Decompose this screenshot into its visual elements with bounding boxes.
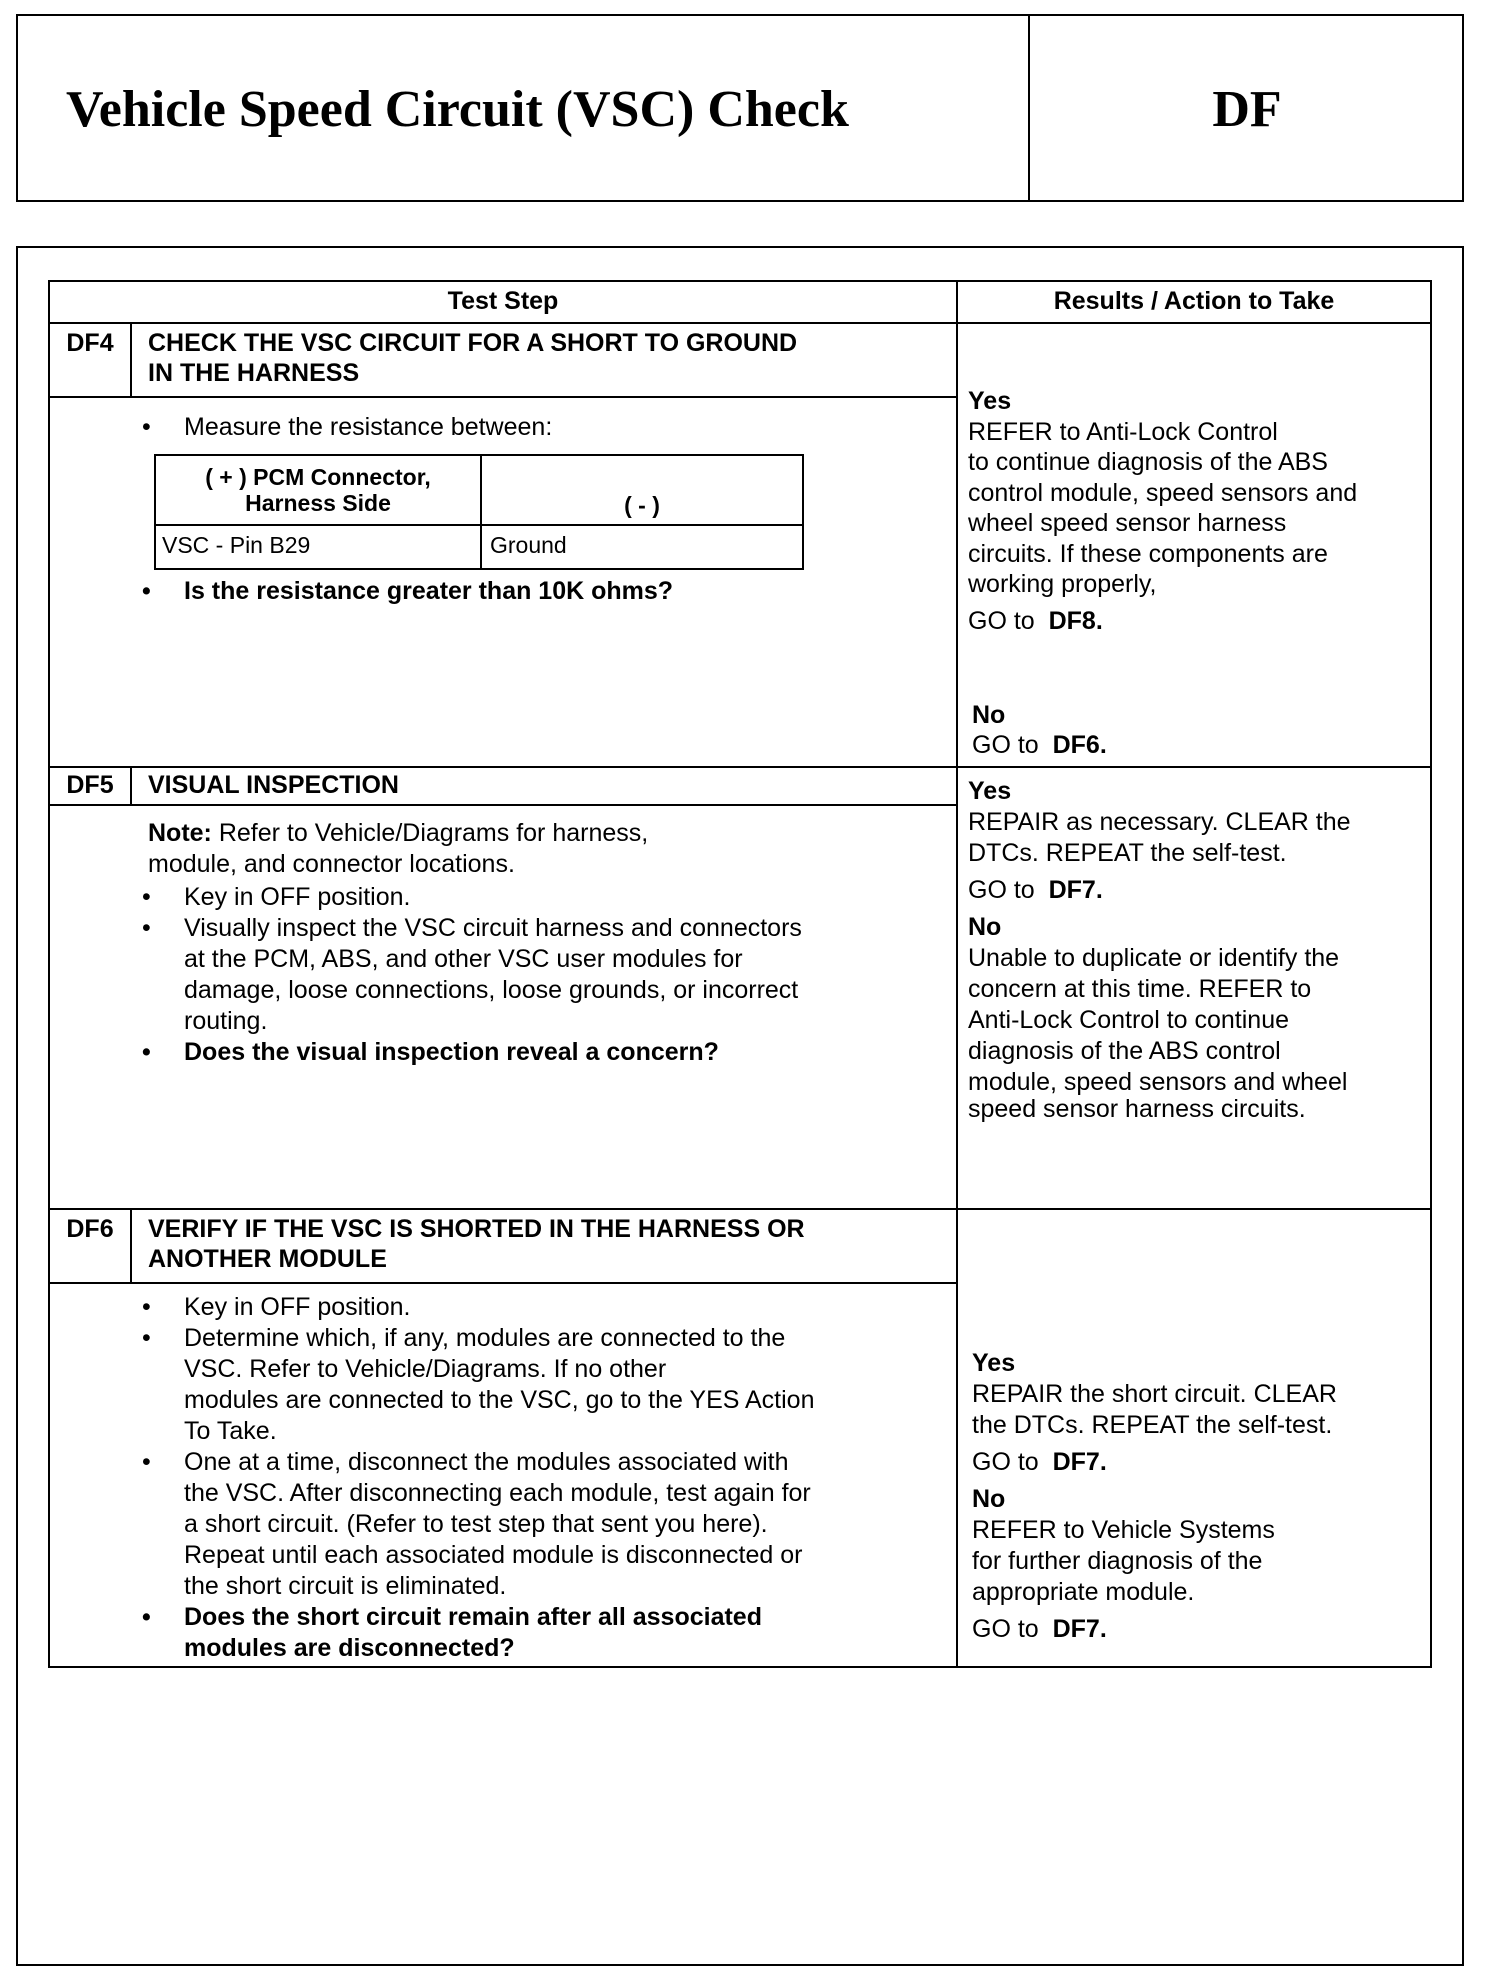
mini-cell-pin: VSC - Pin B29 [162, 532, 311, 558]
df4-id-divider [130, 322, 132, 398]
step-title: CHECK THE VSC CIRCUIT FOR A SHORT TO GROUND IN THE HARNESS [148, 329, 798, 387]
page-title: Vehicle Speed Circuit (VSC) Check [66, 81, 849, 138]
step-bullets: • Key in OFF position. • Visually inspect the VSC circuit harness and connectors at the PCM, ABS, and other VSC user modules for damage, loose connections, loose grounds, or incorrect routing. • Does the visual inspection reveal a concern? [142, 882, 952, 1068]
header-row-line [50, 322, 1430, 324]
no-label: No [972, 1485, 1006, 1513]
step-id: DF4 [66, 329, 114, 357]
step-question: • Is the resistance greater than 10K ohms? [142, 576, 942, 607]
mini-cell-ground: Ground [490, 532, 567, 558]
step-results: Yes REPAIR as necessary. CLEAR the DTCs. REPEAT the self-test. GO to DF7. No Unable to duplicate or identify the concern at this time. REFER to Anti-Lock Control to continue diagnosis of the ABS control module, speed sensors and wheel speed sensor harness circuits. [968, 776, 1428, 1120]
no-label: No [972, 701, 1006, 729]
goto-link: DF7. [1052, 1448, 1107, 1476]
mini-header-negative: ( - ) [624, 492, 660, 518]
goto-link: DF7. [1052, 1615, 1107, 1643]
step-title: VISUAL INSPECTION [148, 771, 399, 799]
yes-label: Yes [972, 1349, 1016, 1377]
df6-title-line [50, 1282, 956, 1284]
goto-link: DF8. [1048, 606, 1103, 635]
step-results-no: No GO to DF6. [972, 700, 1428, 760]
step-id: DF6 [66, 1215, 114, 1243]
step-id: DF5 [66, 771, 114, 799]
page-header [16, 14, 1464, 202]
step-instructions: Note: Refer to Vehicle/Diagrams for harness, module, and connector locations. [148, 819, 649, 878]
df4-title-line [50, 396, 956, 398]
goto-link: DF7. [1048, 876, 1103, 904]
df6-row-line [50, 1208, 1430, 1210]
diagnostic-table [48, 280, 1432, 1668]
resistance-table [154, 454, 804, 570]
df5-id-divider [130, 766, 132, 806]
no-label: No [968, 913, 1002, 941]
column-divider [956, 282, 958, 1666]
step-results: Yes REFER to Anti-Lock Control to continue diagnosis of the ABS control module, speed sensors and wheel speed sensor harness circuits. If these components are working properly, GO to DF8. [968, 386, 1424, 636]
yes-label: Yes [968, 777, 1012, 805]
df5-title-line [50, 804, 956, 806]
step-instructions: • Measure the resistance between: [142, 412, 942, 443]
mini-row-divider [156, 524, 802, 526]
step-title: VERIFY IF THE VSC IS SHORTED IN THE HARNESS OR ANOTHER MODULE [148, 1215, 805, 1273]
step-bullets: • Key in OFF position. • Determine which, if any, modules are connected to the VSC. Refer to Vehicle/Diagrams. If no other modules are connected to the VSC, go to the YES Action To Take. • One at a time, disconnect the modules associated with the VSC. After disconnecting each module, test again for a short circuit. (Refer to test step that sent you here). Repeat until each associated module is disconnected or the short circuit is eliminated. • Does the short circuit remain after all associated modules are disconnected? [142, 1292, 952, 1664]
step-results: Yes REPAIR the short circuit. CLEAR the DTCs. REPEAT the self-test. GO to DF7. No REFER to Vehicle Systems for further diagnosis of the appropriate module. GO to DF7. [972, 1348, 1428, 1645]
column-header-results: Results / Action to Take [1053, 287, 1335, 315]
yes-label: Yes [968, 387, 1012, 415]
mini-header-positive: ( + ) PCM Connector, Harness Side [205, 464, 431, 516]
goto-link: DF6. [1052, 731, 1107, 759]
df5-row-line [50, 766, 1430, 768]
df6-id-divider [130, 1208, 132, 1284]
column-header-test-step: Test Step [447, 287, 559, 315]
section-code: DF [1212, 81, 1282, 138]
